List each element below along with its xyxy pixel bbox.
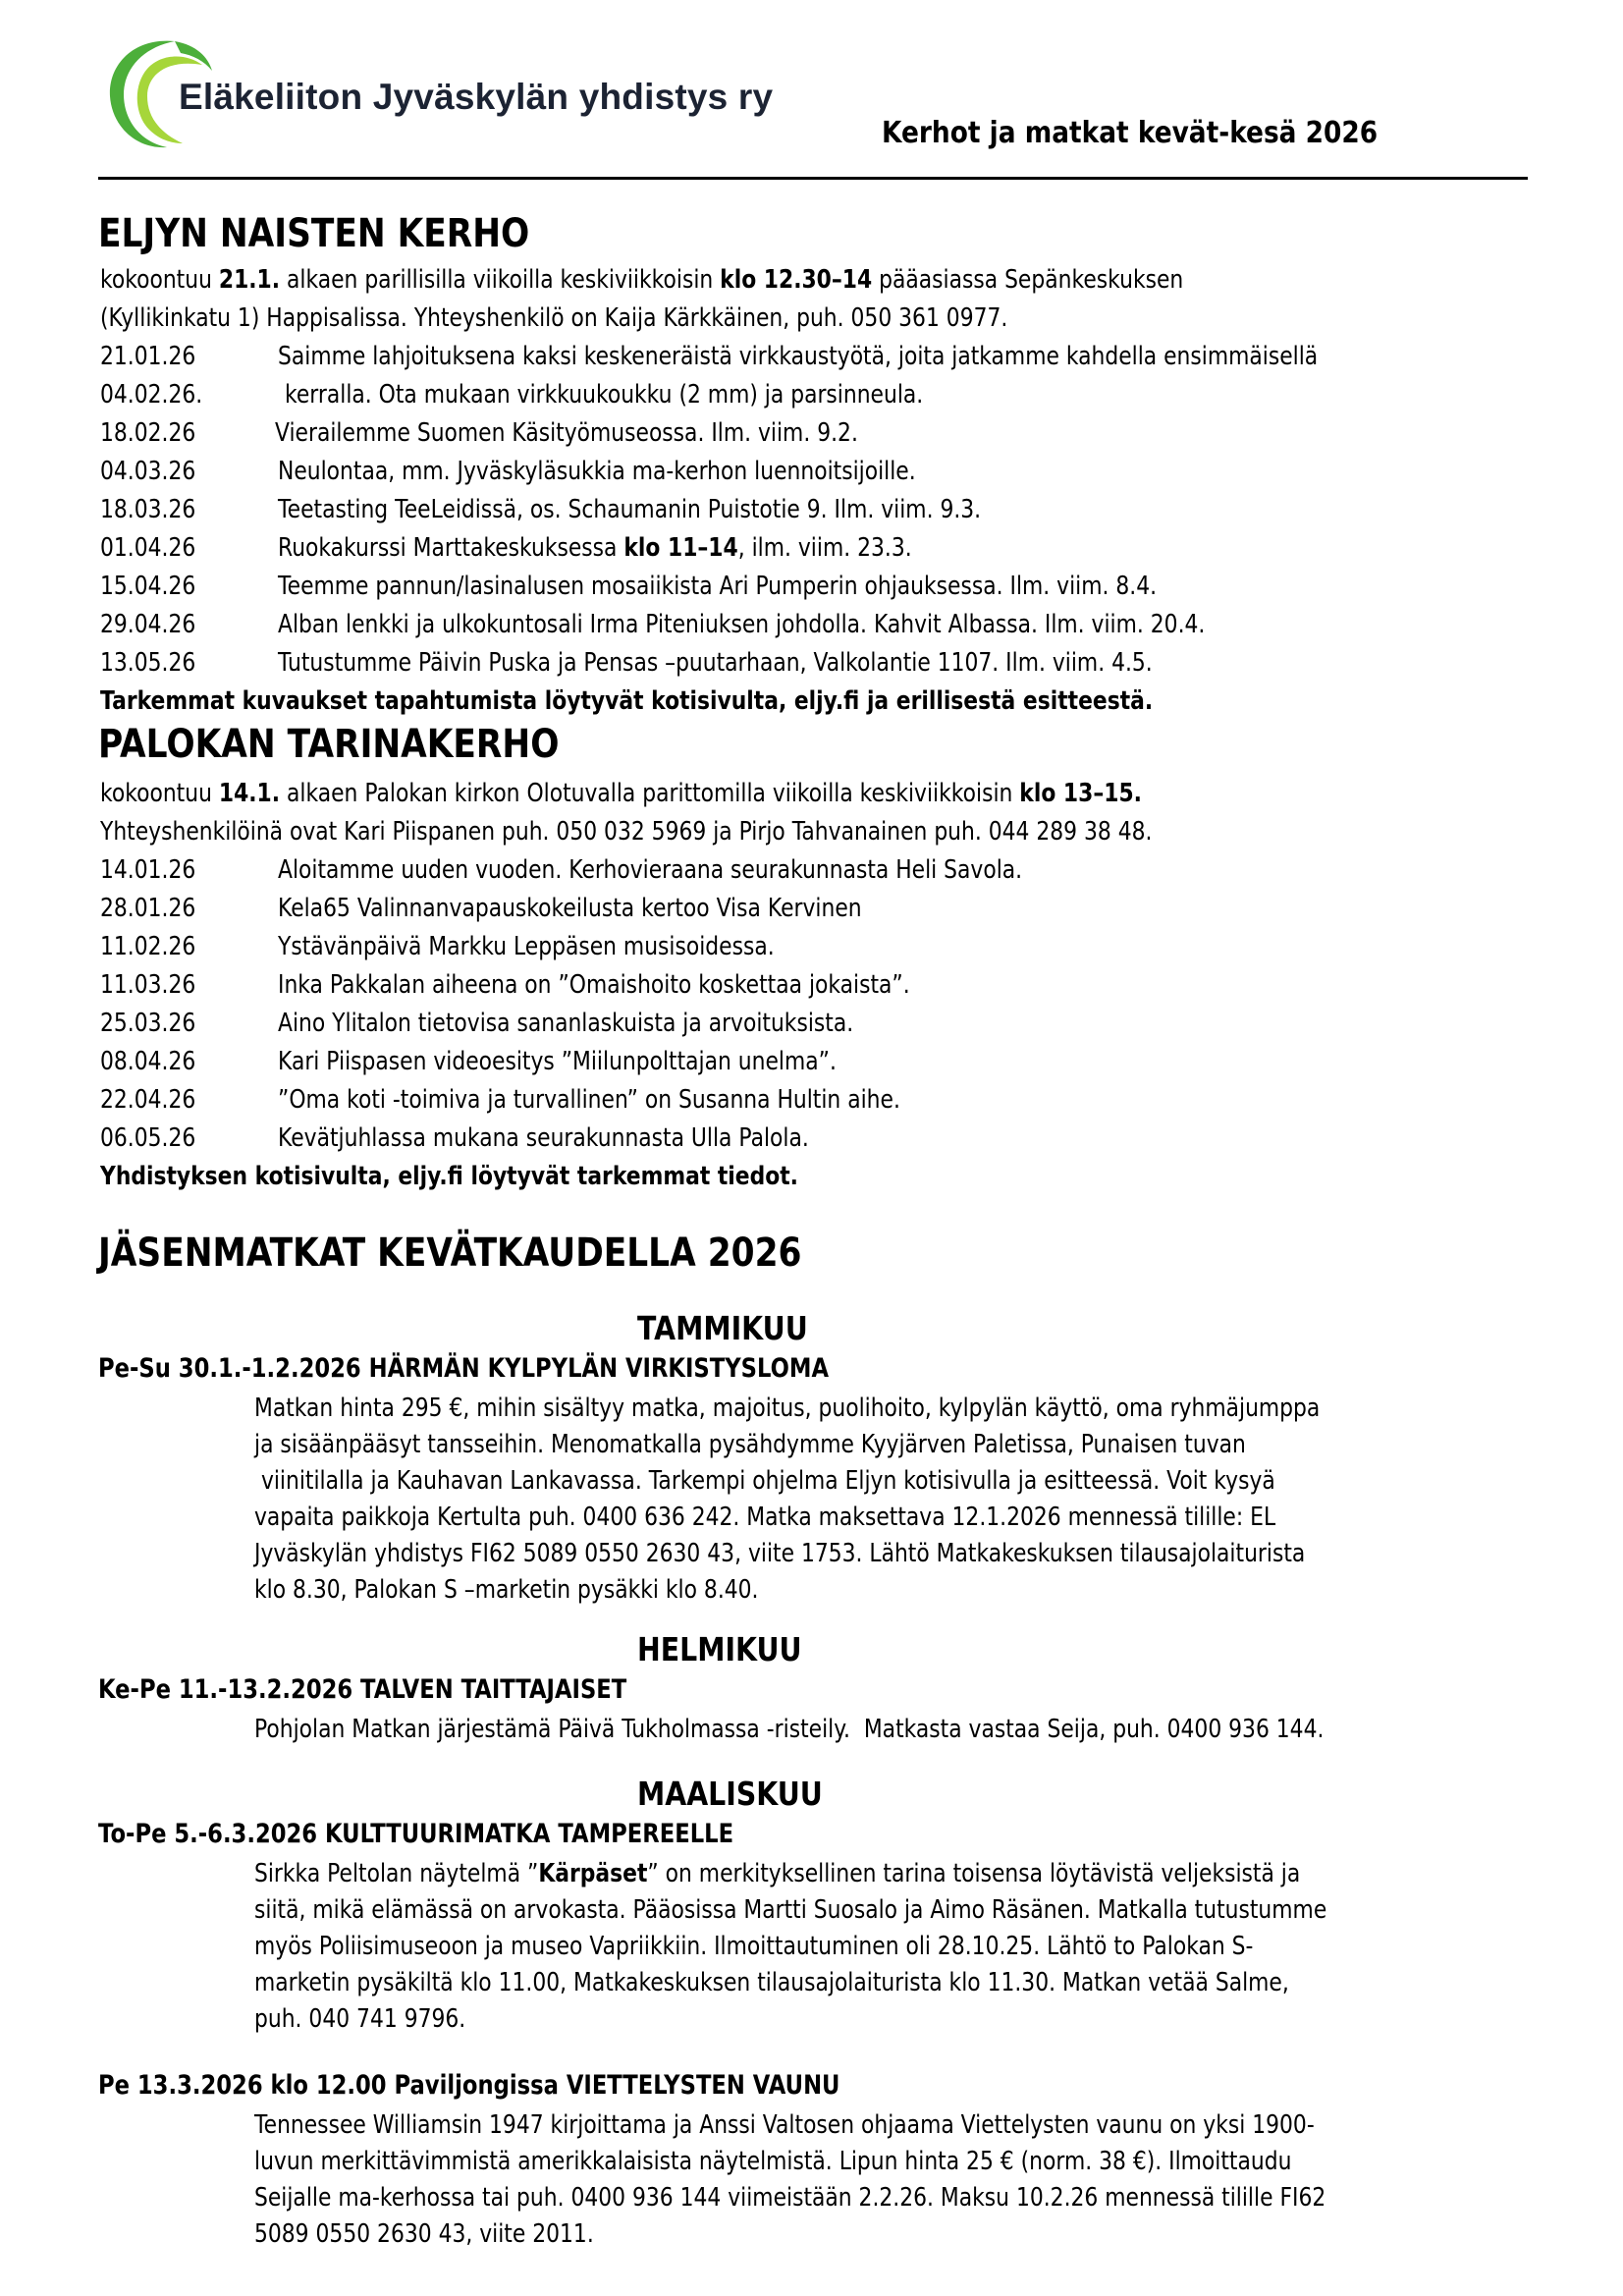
trip-title: To-Pe 5.-6.3.2026 KULTTUURIMATKA TAMPEREELLE: [98, 1819, 734, 1849]
trip-text-line: Jyväskylän yhdistys FI62 5089 0550 2630 43, viite 1753. Lähtö Matkakeskuksen tilausajolaiturista: [254, 1539, 1306, 1568]
meeting-time: klo 12.30–14: [720, 265, 873, 295]
naisten-kerho-note: Tarkemmat kuvaukset tapahtumista löytyvät kotisivulta, eljy.fi ja erillisestä esitteestä.: [100, 686, 1154, 716]
intro-text: alkaen Palokan kirkon Olotuvalla parittomilla viikoilla keskiviikkoisin: [280, 779, 1020, 808]
trip-text-part: Sirkka Peltolan näytelmä ”: [254, 1859, 539, 1888]
event-text: Neulontaa, mm. Jyväskyläsukkia ma-kerhon luennoitsijoille.: [278, 457, 916, 486]
intro-text: alkaen parillisilla viikoilla keskiviikkoisin: [280, 265, 721, 295]
trip-text-line: klo 8.30, Palokan S –marketin pysäkki klo 8.40.: [254, 1575, 759, 1605]
event-date: 22.04.26: [100, 1085, 196, 1115]
event-date: 25.03.26: [100, 1009, 196, 1038]
trip-title: Pe-Su 30.1.-1.2.2026 HÄRMÄN KYLPYLÄN VIRKISTYSLOMA: [98, 1353, 830, 1384]
tarinakerho-intro-line2: Yhteyshenkilöinä ovat Kari Piispanen puh. 050 032 5969 ja Pirjo Tahvanainen puh. 044 289 38 48.: [100, 817, 1153, 847]
event-date: 21.01.26: [100, 342, 196, 371]
event-date: 29.04.26: [100, 610, 196, 639]
section-title-naisten-kerho: ELJYN NAISTEN KERHO: [98, 211, 530, 256]
event-date: 04.03.26: [100, 457, 196, 486]
event-text: Ystävänpäivä Markku Leppäsen musisoidessa.: [278, 932, 775, 961]
event-text: Tutustumme Päivin Puska ja Pensas –puutarhaan, Valkolantie 1107. Ilm. viim. 4.5.: [278, 648, 1153, 678]
start-date: 21.1.: [218, 265, 281, 295]
section-title-tarinakerho: PALOKAN TARINAKERHO: [98, 722, 560, 767]
trip-text-line: Matkan hinta 295 €, mihin sisältyy matka, majoitus, puolihoito, kylpylän käyttö, oma ryhmäjumppa: [254, 1394, 1321, 1423]
trip-text-line: vapaita paikkoja Kertulta puh. 0400 636 242. Matka maksettava 12.1.2026 mennessä tilille: EL: [254, 1503, 1276, 1532]
intro-text: pääasiassa Sepänkeskuksen: [872, 265, 1184, 295]
event-date: 28.01.26: [100, 894, 196, 923]
trip-text-line: viinitilalla ja Kauhavan Lankavassa. Tarkempi ohjelma Eljyn kotisivulla ja esitteessä. Voit kysyä: [254, 1466, 1275, 1496]
event-date: 18.03.26: [100, 495, 196, 524]
section-title-jasenmatkat: JÄSENMATKAT KEVÄTKAUDELLA 2026: [98, 1230, 802, 1276]
event-date: 13.05.26: [100, 648, 196, 678]
trip-text-line: puh. 040 741 9796.: [254, 2004, 466, 2034]
event-text: Saimme lahjoituksena kaksi keskeneräistä virkkaustyötä, joita jatkamme kahdella ensimmäisellä: [278, 342, 1319, 371]
event-text-part: Ruokakurssi Marttakeskuksessa: [278, 533, 624, 563]
event-text: ”Oma koti -toimiva ja turvallinen” on Susanna Hultin aihe.: [278, 1085, 900, 1115]
event-date: 11.02.26: [100, 932, 196, 961]
trip-text-line: Pohjolan Matkan järjestämä Päivä Tukholmassa -risteily. Matkasta vastaa Seija, puh. 0400 936 144.: [254, 1715, 1325, 1744]
event-text: Kela65 Valinnanvapauskokeilusta kertoo Visa Kervinen: [278, 894, 862, 923]
trip-text-part: ” on merkityksellinen tarina toisensa löytävistä veljeksistä ja: [647, 1859, 1301, 1888]
event-date: 06.05.26: [100, 1123, 196, 1153]
event-text: Teetasting TeeLeidissä, os. Schaumanin Puistotie 9. Ilm. viim. 9.3.: [278, 495, 982, 524]
event-text: Inka Pakkalan aiheena on ”Omaishoito koskettaa jokaista”.: [278, 970, 910, 1000]
event-date: 15.04.26: [100, 572, 196, 601]
start-date: 14.1.: [218, 779, 281, 808]
document-title: Kerhot ja matkat kevät-kesä 2026: [882, 116, 1379, 150]
play-title: Kärpäset: [538, 1859, 648, 1888]
event-text: [278, 533, 912, 563]
meeting-time: klo 13–15.: [1019, 779, 1142, 808]
event-text: Vierailemme Suomen Käsityömuseossa. Ilm. viim. 9.2.: [275, 418, 858, 448]
event-date: 14.01.26: [100, 855, 196, 885]
trip-text-line: marketin pysäkiltä klo 11.00, Matkakeskuksen tilausajolaiturista klo 11.30. Matkan vetää Salme,: [254, 1968, 1289, 1997]
trip-text-line: ja sisäänpääsyt tansseihin. Menomatkalla pysähdymme Kyyjärven Paletissa, Punaisen tuvan: [254, 1430, 1246, 1459]
event-text: Kari Piispasen videoesitys ”Miilunpolttajan unelma”.: [278, 1047, 837, 1076]
event-date: 01.04.26: [100, 533, 196, 563]
event-text: kerralla. Ota mukaan virkkuukoukku (2 mm) ja parsinneula.: [285, 380, 924, 410]
event-time: klo 11–14: [623, 533, 738, 563]
trip-title: Ke-Pe 11.-13.2.2026 TALVEN TAITTAJAISET: [98, 1674, 627, 1705]
month-heading-helmikuu: HELMIKUU: [637, 1630, 802, 1668]
event-text: Alban lenkki ja ulkokuntosali Irma Piteniuksen johdolla. Kahvit Albassa. Ilm. viim. 20.4.: [278, 610, 1206, 639]
trip-text-line: Seijalle ma-kerhossa tai puh. 0400 936 144 viimeistään 2.2.26. Maksu 10.2.26 mennessä tilille FI62: [254, 2183, 1326, 2213]
intro-text: kokoontuu: [100, 265, 219, 295]
trip-title: Pe 13.3.2026 klo 12.00 Paviljongissa VIETTELYSTEN VAUNU: [98, 2070, 840, 2101]
naisten-kerho-intro-line2: (Kyllikinkatu 1) Happisalissa. Yhteyshenkilö on Kaija Kärkkäinen, puh. 050 361 0977.: [100, 303, 1008, 333]
trip-text-line: luvun merkittävimmistä amerikkalaisista näytelmistä. Lipun hinta 25 € (norm. 38 €). Ilmoittaudu: [254, 2147, 1292, 2176]
tarinakerho-note: Yhdistyksen kotisivulta, eljy.fi löytyvät tarkemmat tiedot.: [100, 1162, 798, 1191]
intro-text: kokoontuu: [100, 779, 219, 808]
trip-text-line: siitä, mikä elämässä on arvokasta. Pääosissa Martti Suosalo ja Aimo Räsänen. Matkalla tutustumme: [254, 1895, 1327, 1925]
naisten-kerho-intro-line1: [100, 265, 1183, 295]
trip-text-line: myös Poliisimuseoon ja museo Vapriikkiin. Ilmoittautuminen oli 28.10.25. Lähtö to Palokan S-: [254, 1932, 1254, 1961]
event-date: 04.02.26.: [100, 380, 203, 410]
event-text: Aloitamme uuden vuoden. Kerhovieraana seurakunnasta Heli Savola.: [278, 855, 1023, 885]
event-text: Teemme pannun/lasinalusen mosaiikista Ari Pumperin ohjauksessa. Ilm. viim. 8.4.: [278, 572, 1158, 601]
event-date: 08.04.26: [100, 1047, 196, 1076]
event-text: Kevätjuhlassa mukana seurakunnasta Ulla Palola.: [278, 1123, 809, 1153]
month-heading-maaliskuu: MAALISKUU: [637, 1775, 823, 1813]
event-text-part: , ilm. viim. 23.3.: [737, 533, 912, 563]
trip-text-line: 5089 0550 2630 43, viite 2011.: [254, 2219, 594, 2249]
header-divider: [98, 177, 1528, 180]
event-text: Aino Ylitalon tietovisa sananlaskuista ja arvoituksista.: [278, 1009, 854, 1038]
event-date: 11.03.26: [100, 970, 196, 1000]
organization-name: Eläkeliiton Jyväskylän yhdistys ry: [179, 77, 774, 117]
trip-text-line: Tennessee Williamsin 1947 kirjoittama ja Anssi Valtosen ohjaama Viettelysten vaunu on yksi 1900-: [254, 2110, 1315, 2140]
month-heading-tammikuu: TAMMIKUU: [637, 1309, 808, 1347]
tarinakerho-intro-line1: [100, 779, 1142, 808]
event-date: 18.02.26: [100, 418, 196, 448]
trip-text-line: [254, 1859, 1300, 1888]
